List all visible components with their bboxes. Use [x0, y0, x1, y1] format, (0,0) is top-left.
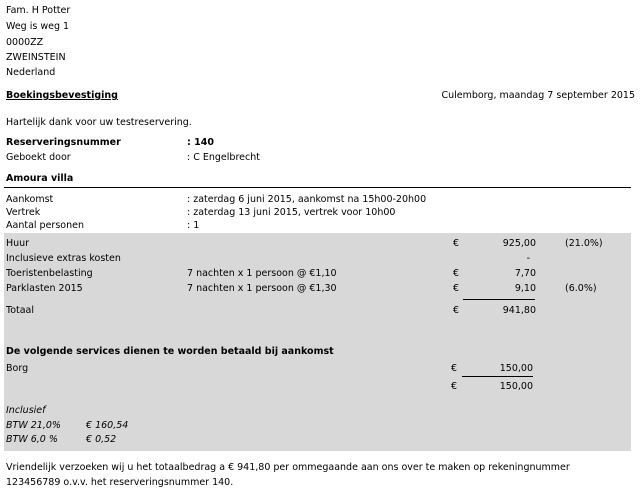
cost-label: Huur — [6, 238, 30, 249]
payment-instruction-line2: 123456789 o.v.v. het reserveringsnummer 140. — [6, 477, 234, 488]
arrival-sum-currency: € — [451, 381, 458, 392]
on-arrival-heading: De volgende services dienen te worden betaald bij aankomst — [6, 346, 334, 357]
vat-label: BTW 21,0% — [6, 420, 61, 431]
borg-label: Borg — [6, 363, 29, 374]
address-name: Fam. H Potter — [6, 5, 71, 16]
document-title: Boekingsbevestiging — [6, 90, 118, 101]
reservation-number-value: : 140 — [187, 137, 214, 148]
vat-amount: € 0,52 — [86, 434, 117, 445]
departure-label: Vertrek — [6, 207, 41, 218]
cost-amount: - — [526, 253, 530, 264]
cost-amount: 9,10 — [514, 283, 536, 294]
cost-vat: (21.0%) — [565, 238, 603, 249]
vat-amount: € 160,54 — [86, 420, 129, 431]
cost-label: Parklasten 2015 — [6, 283, 83, 294]
place-date: Culemborg, maandag 7 september 2015 — [441, 90, 635, 101]
borg-amount: 150,00 — [499, 363, 533, 374]
cost-detail: 7 nachten x 1 persoon @ €1,30 — [187, 283, 337, 294]
borg-rule — [462, 376, 533, 377]
costs-panel — [4, 233, 631, 451]
arrival-value: : zaterdag 6 juni 2015, aankomst na 15h00-20h00 — [187, 194, 427, 205]
address-city: ZWEINSTEIN — [6, 52, 66, 63]
booked-by-value: : C Engelbrecht — [187, 152, 260, 163]
cost-vat: (6.0%) — [565, 283, 597, 294]
cost-amount: 925,00 — [502, 238, 536, 249]
property-name: Amoura villa — [6, 173, 74, 184]
vat-heading: Inclusief — [6, 405, 46, 416]
address-postcode: 0000ZZ — [6, 37, 44, 48]
vat-label: BTW 6,0 % — [6, 434, 58, 445]
total-currency: € — [453, 305, 460, 316]
total-amount: 941,80 — [502, 305, 536, 316]
cost-label: Toeristenbelasting — [6, 268, 93, 279]
arrival-sum-amount: 150,00 — [499, 381, 533, 392]
cost-detail: 7 nachten x 1 persoon @ €1,10 — [187, 268, 337, 279]
subtotal-rule — [463, 299, 535, 300]
payment-instruction-line1: Vriendelijk verzoeken wij u het totaalbedrag a € 941,80 per ommegaande aan ons over te maken op rekeningnummer — [6, 462, 570, 473]
booked-by-label: Geboekt door — [6, 152, 71, 163]
persons-label: Aantal personen — [6, 220, 84, 231]
cost-label: Inclusieve extras kosten — [6, 253, 121, 264]
persons-value: : 1 — [187, 220, 200, 231]
cost-currency: € — [453, 283, 460, 294]
total-label: Totaal — [6, 305, 35, 316]
address-country: Nederland — [6, 67, 56, 78]
intro-text: Hartelijk dank voor uw testreservering. — [6, 117, 192, 128]
departure-value: : zaterdag 13 juni 2015, vertrek voor 10h00 — [187, 207, 396, 218]
cost-amount: 7,70 — [514, 268, 536, 279]
borg-currency: € — [451, 363, 458, 374]
address-street: Weg is weg 1 — [6, 21, 70, 32]
cost-currency: € — [453, 268, 460, 279]
reservation-number-label: Reserveringsnummer — [6, 137, 121, 148]
cost-currency: € — [453, 238, 460, 249]
property-divider — [4, 187, 631, 188]
arrival-label: Aankomst — [6, 194, 54, 205]
